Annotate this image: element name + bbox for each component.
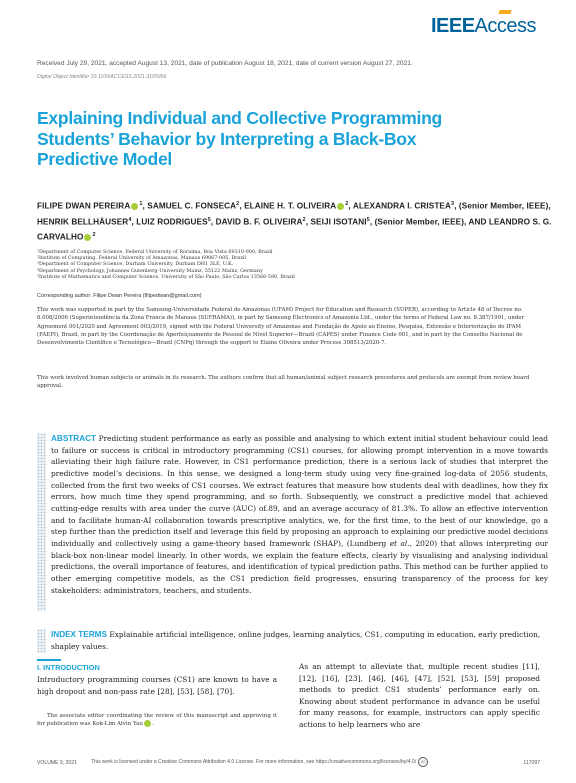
ieee-access-logo xyxy=(431,15,536,38)
affiliation-4: ⁴Department of Psychology, Johannes Gutenberg-University Mainz, 55122 Mainz, Germany xyxy=(37,267,263,274)
author-name: SAMUEL C. FONSECA xyxy=(147,201,237,211)
author-affiliation-number: 2 xyxy=(236,201,240,207)
author-affiliation-number: 2 xyxy=(345,201,349,207)
index-terms-dotted-bar xyxy=(37,629,46,653)
editor-footnote: The associate editor coordinating the review of this manuscript and approving it for publication was Kok-Lim Alvin Yau . xyxy=(37,713,277,728)
logo-ieee: IEEE xyxy=(430,15,475,37)
author-affiliation-number: 4 xyxy=(128,216,132,223)
license-note xyxy=(91,757,428,767)
author-name: HENRIK BELLHÄUSER xyxy=(37,217,129,227)
affiliation-1: ¹Department of Computer Science, Federal University of Roraima, Boa Vista 69310-000, Brazil xyxy=(37,249,273,255)
orcid-icon xyxy=(144,720,151,727)
intro-column-2: As an attempt to alleviate that, multiple recent studies [11], [12], [16], [23], [46], [46], [47], [52], [53], [59] proposed methods to predict CS1 students’ performance early on. Knowing about student performance in advance can be useful for many reasons, for example, instructors can apply specific actions to help learners who are xyxy=(299,662,540,729)
author-separator: , xyxy=(210,217,216,227)
doi: Digital Object Identifier 10.1109/ACCESS.2021.3105956 xyxy=(37,74,167,80)
abstract-etal: et al. xyxy=(389,538,410,548)
abstract-body-1: Predicting student performance as early as possible and analysing to which extent initial student behaviour could lead to failure or success is critical in introductory programming (CS1) courses, for allowing prompt intervention in a move towards alleviating their high failure rate. However, in CS1 performance prediction, there is a serious lack of studies that interpret the predictive model’s decisions. In this sense, we designed a long-term study using very fine-grained log-data of 2056 students, collected from the first two weeks of CS1 courses. We extract features that measure how students deal with deadlines, how they fix errors, how much time they spend programming, and so forth. Subsequently, we construct a predictive model that achieved cutting-edge results with area under the curve (AUC) of.89, and an average accuracy of 81.3%. To allow an effective intervention and to facilitate human-AI collaboration towards prescriptive analytics, we, for the first time, to the best of our knowledge, go a step further than the prediction itself and leverage this field by proposing an approach to explaining our predictive model decisions individually and collectively using a game-theory based framework (SHAP), (Lundberg xyxy=(51,434,548,548)
author-name: SEIJI ISOTANI xyxy=(310,217,367,227)
index-terms-label: INDEX TERMS xyxy=(51,630,107,639)
page-number: 117097 xyxy=(523,760,540,766)
author-list xyxy=(37,198,557,245)
author-name: ELAINE H. T. OLIVEIRA xyxy=(244,201,337,211)
author-separator: , xyxy=(131,217,137,227)
author-separator: , xyxy=(142,201,148,211)
affiliations xyxy=(37,249,537,280)
paper-title: Explaining Individual and Collective Programming Students’ Behavior by Interpreting a Black-Box Predictive Model xyxy=(37,108,442,169)
corresponding-author: Corresponding author: Filipe Dwan Pereira (filipedwan@gmail.com) xyxy=(37,293,202,299)
author-name: ALEXANDRA I. CRISTEA xyxy=(352,201,452,211)
author-name: LUIZ RODRIGUES xyxy=(136,217,208,227)
abstract-text xyxy=(51,433,548,596)
affiliation-3: ³Department of Computer Science, Durham University, Durham DH1 3LE, U.K. xyxy=(37,261,234,268)
abstract-label: ABSTRACT xyxy=(51,434,97,443)
index-terms-body: Explainable artificial intelligence, online judges, learning analytics, CS1, computing in education, early prediction, shapley values. xyxy=(51,630,541,651)
funding-note: This work was supported in part by the Samsung-Universidade Federal do Amazonas (UFAM) Project for Education and Research (SUPER), according to Article 48 of Decree no. 6.008/2006 (Superintendência da Zona Franca de Manaus (SUFRAMA)), in part by Samsung Electronics of Amazonia Ltd., under the terms of Federal Law no. 8.387/1991, under Agreement 001/2020 and Agreement 003/2019, signed with the Federal University of Amazonas and Fundação de Apoio ao Ensino, Pesquisa, Extensão e Interiorização do IFAM (FAEPI), Brazil, in part by the Coordenação de Aperfeiçoamento de Pessoal de Nível Superior—Brazil (CAPES) under Finance Code 001, and in part by the Conselho Nacional de Desenvolvimento Científico e Tecnológico—Brazil (CNPq) through the support to Elaine Oliveira under Process 308513/2020-7. xyxy=(37,307,525,347)
author-name: AND LEANDRO S. G. CARVALHO xyxy=(37,217,552,242)
volume-label: VOLUME 9, 2021 xyxy=(37,760,77,766)
orcid-icon xyxy=(131,203,138,210)
author-affiliation-number: 1 xyxy=(139,201,143,207)
publication-dates: Received July 29, 2021, accepted August 13, 2021, date of publication August 18, 2021, date of current version August 27, 2021. xyxy=(37,60,413,67)
orcid-icon xyxy=(337,203,344,210)
logo-access: Access xyxy=(474,15,536,37)
index-terms-text xyxy=(51,629,548,652)
author-separator: , xyxy=(305,217,311,227)
author-separator: , xyxy=(348,201,353,211)
affiliation-2: ²Institute of Computing, Federal University of Amazonas, Manaus 69067-005, Brazil xyxy=(37,255,247,262)
author-affiliation-number: 2 xyxy=(302,216,306,223)
orcid-icon xyxy=(84,234,91,241)
intro-column-1: Introductory programming courses (CS1) are known to have a high dropout and non-pass rate [28], [53], [58], [70]. xyxy=(37,675,277,696)
section-heading-introduction: I. INTRODUCTION xyxy=(37,663,100,672)
logo-accent-mark xyxy=(498,10,511,14)
license-text: This work is licensed under a Creative Commons Attribution 4.0 License. For more information, see https://creativecommons.org/licenses/by/4.0/ xyxy=(91,759,417,765)
abstract-block xyxy=(37,433,557,613)
author-separator: , (Senior Member, IEEE), xyxy=(369,217,469,227)
abstract-dotted-bar xyxy=(37,433,46,611)
abstract-body-2: , 2020) that allows interpreting our black-box non-linear model linearly. In other words, we explain the feature effects, clearly by visualising and analysing individual predictions, the overall importance of features, and identification of typical prediction paths. This method can be further applied to other emerging competitive models, as the CS1 prediction field progresses, ensuring transparency of the process for key stakeholders: administrators, teachers, and students. xyxy=(51,538,549,595)
author-affiliation-number: 3 xyxy=(451,201,455,207)
ethics-note: This work involved human subjects or animals in its research. The authors confirm that all human/animal subject research procedures and protocols are exempt from review board approval. xyxy=(37,375,530,390)
editor-footnote-text: The associate editor coordinating the review of this manuscript and approving it for publication was Kok-Lim Alvin Yau xyxy=(37,713,277,728)
section-divider xyxy=(37,659,61,661)
author-affiliation-number: 5 xyxy=(207,216,211,223)
author-affiliation-number: 2 xyxy=(92,232,96,239)
author-name: DAVID B. F. OLIVEIRA xyxy=(215,217,303,227)
author-separator: , xyxy=(239,201,245,211)
author-separator: , (Senior Member, IEEE), xyxy=(454,201,551,211)
affiliation-5: ⁵Institute of Mathematics and Computer Science, University of São Paulo, São Carlos 13566-590, Brazil xyxy=(37,273,295,280)
author-name: FILIPE DWAN PEREIRA xyxy=(37,201,131,211)
author-affiliation-number: 5 xyxy=(366,216,370,223)
index-terms-block xyxy=(37,629,557,655)
creative-commons-icon: cc xyxy=(418,757,428,767)
page-footer xyxy=(37,757,540,769)
